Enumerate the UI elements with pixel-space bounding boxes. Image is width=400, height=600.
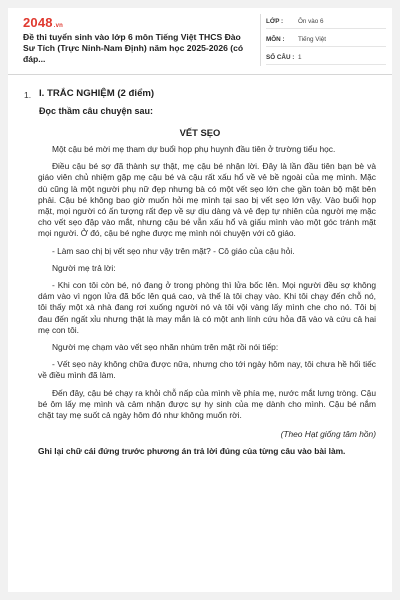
story-paragraph: Điều cậu bé sợ đã thành sự thật, mẹ cậu bé nhận lời. Đây là lần đầu tiên bạn bè và giáo viên chủ nhiệm gặp mẹ cậu bé và cậu rất xấu hổ về vẻ bề ngoài của mẹ mình. Mặc dù cũng là một người phụ nữ đẹp nhưng bà có một vết sẹo lớn che gần toàn bộ mặt bên phải. Cậu bé không bao giờ muốn hỏi mẹ mình tại sao bị vết sẹo lớn vậy. Vào buổi họp mặt, mọi người có ấn tượng rất đẹp về sự dịu dàng và vẻ đẹp tự nhiên của người mẹ mặc cho vết sẹo đập vào mắt, nhưng cậu bé vẫn xấu hổ và giấu mình vào một góc tránh mặt mọi người. Ở đó, cậu bé nghe được mẹ mình nói chuyện với cô giáo. <box>38 161 376 239</box>
section-title: I. TRẮC NGHIỆM (2 điểm) <box>39 88 155 99</box>
story-paragraph: Người mẹ trả lời: <box>52 262 116 273</box>
story-paragraph: Đến đây, cậu bé chạy ra khỏi chỗ nấp của mình về phía mẹ, nước mắt lưng tròng. Cậu bé ôm lấy mẹ mình và cảm nhận được sự hy sinh của mẹ dành cho mình. Cậu bé nắm chặt tay mẹ suốt cả ngày hôm đó như không muốn rời. <box>38 387 376 421</box>
document-page <box>8 8 392 592</box>
meta-subject: MÔN : Tiếng Việt <box>266 32 386 47</box>
story-paragraph: - Vết sẹo này không chữa được nữa, nhưng cho tới ngày hôm nay, tôi chưa hề hối tiếc về điều mình đã làm. <box>38 359 376 381</box>
reading-instruction: Đọc thầm câu chuyện sau: <box>39 106 154 116</box>
document-header <box>8 8 392 75</box>
header-divider <box>260 14 261 66</box>
document-title: Đề thi tuyển sinh vào lớp 6 môn Tiếng Việt THCS Đào Sư Tích (Trực Ninh-Nam Định) năm học 2025-2026 (có đáp... <box>23 32 244 64</box>
story-title: VẾT SẸO <box>179 127 221 138</box>
story-paragraph: - Khi con tôi còn bé, nó đang ở trong phòng thì lửa bốc lên. Mọi người đều sợ không dám vào vì ngọn lửa đã bốc lên quá cao, và thế là tôi chạy vào. Khi tôi chạy đến chỗ nó, tôi thấy một xà nhà đang rơi xuống người nó và tôi vội vàng lấy mình che cho nó. Tôi bị đau đến ngất xỉu nhưng thật là may mắn là có một anh lính cứu hỏa đã vào và cứu cả hai mẹ con tôi. <box>38 280 376 335</box>
meta-class: LỚP : Ôn vào 6 <box>266 14 386 29</box>
story-source: (Theo Hạt giống tâm hồn) <box>280 429 376 440</box>
meta-question-count: SỐ CÂU : 1 <box>266 50 386 65</box>
question-number: 1. <box>24 90 32 100</box>
story-paragraph: Một cậu bé mời mẹ tham dự buổi họp phụ huynh đầu tiên ở trường tiểu học. <box>52 144 336 154</box>
story-paragraph: - Làm sao chị bị vết sẹo như vậy trên mặt? - Cô giáo của cậu hỏi. <box>52 245 295 256</box>
answer-instruction: Ghi lại chữ cái đứng trước phương án trả lời đúng của từng câu vào bài làm. <box>38 446 346 457</box>
story-body <box>38 144 376 464</box>
story-paragraph: Người mẹ chạm vào vết sẹo nhăn nhúm trên mặt rồi nói tiếp: <box>52 342 279 353</box>
site-logo[interactable]: 2048.vn <box>23 15 64 30</box>
